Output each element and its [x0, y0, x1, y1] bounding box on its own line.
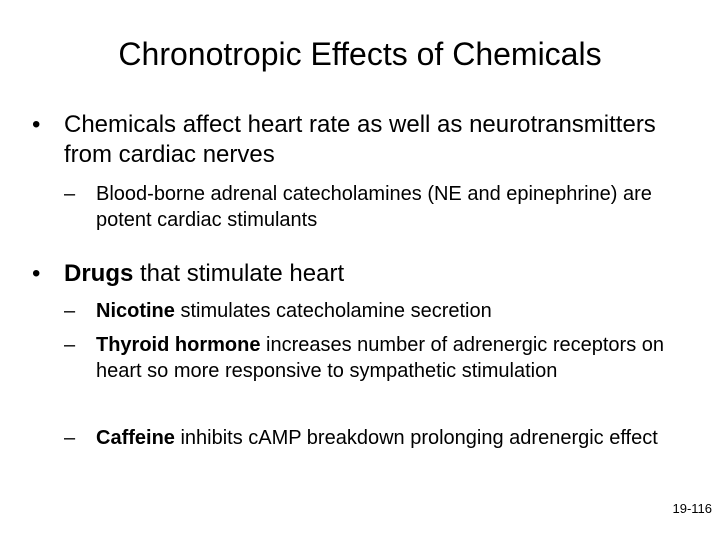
- sub-bullet-text: [96, 425, 684, 451]
- bullet-chemicals: [32, 110, 672, 170]
- sub-bullet-thyroid: [64, 332, 684, 384]
- bullet-drugs: [32, 259, 672, 289]
- page-number: 19-116: [672, 501, 712, 516]
- bullet-glyph: •: [32, 260, 41, 287]
- sub-bullet-nicotine: [64, 298, 684, 324]
- bullet-text: [64, 259, 672, 289]
- dash-glyph: –: [64, 300, 76, 322]
- bullet-text: Chemicals affect heart rate as well as neurotransmitters from cardiac nerves: [64, 111, 656, 168]
- sub-bullet-text: [96, 298, 684, 324]
- sub-bullet-catecholamines: [64, 181, 684, 233]
- sub-bullet-caffeine: [64, 425, 684, 451]
- sub-bullet-text: [96, 332, 684, 384]
- dash-glyph: –: [64, 427, 76, 449]
- bold-term: Caffeine: [96, 427, 175, 449]
- bold-term: Nicotine: [96, 300, 175, 322]
- sub-bullet-rest: increases number of adrenergic receptors on heart so more responsive to sympathetic stimulation: [96, 334, 664, 382]
- dash-glyph: –: [64, 334, 76, 356]
- sub-bullet-rest: inhibits cAMP breakdown prolonging adrenergic effect: [174, 427, 658, 449]
- sub-bullet-rest: stimulates catecholamine secretion: [174, 300, 492, 322]
- slide-title: Chronotropic Effects of Chemicals: [118, 36, 602, 72]
- dash-glyph: –: [64, 183, 76, 205]
- bullet-rest: that stimulate heart: [133, 260, 345, 287]
- bold-term: Drugs: [64, 260, 134, 287]
- bullet-glyph: •: [32, 111, 41, 138]
- bold-term: Thyroid hormone: [96, 334, 261, 356]
- sub-bullet-text: Blood-borne adrenal catecholamines (NE and epinephrine) are potent cardiac stimulants: [96, 183, 652, 231]
